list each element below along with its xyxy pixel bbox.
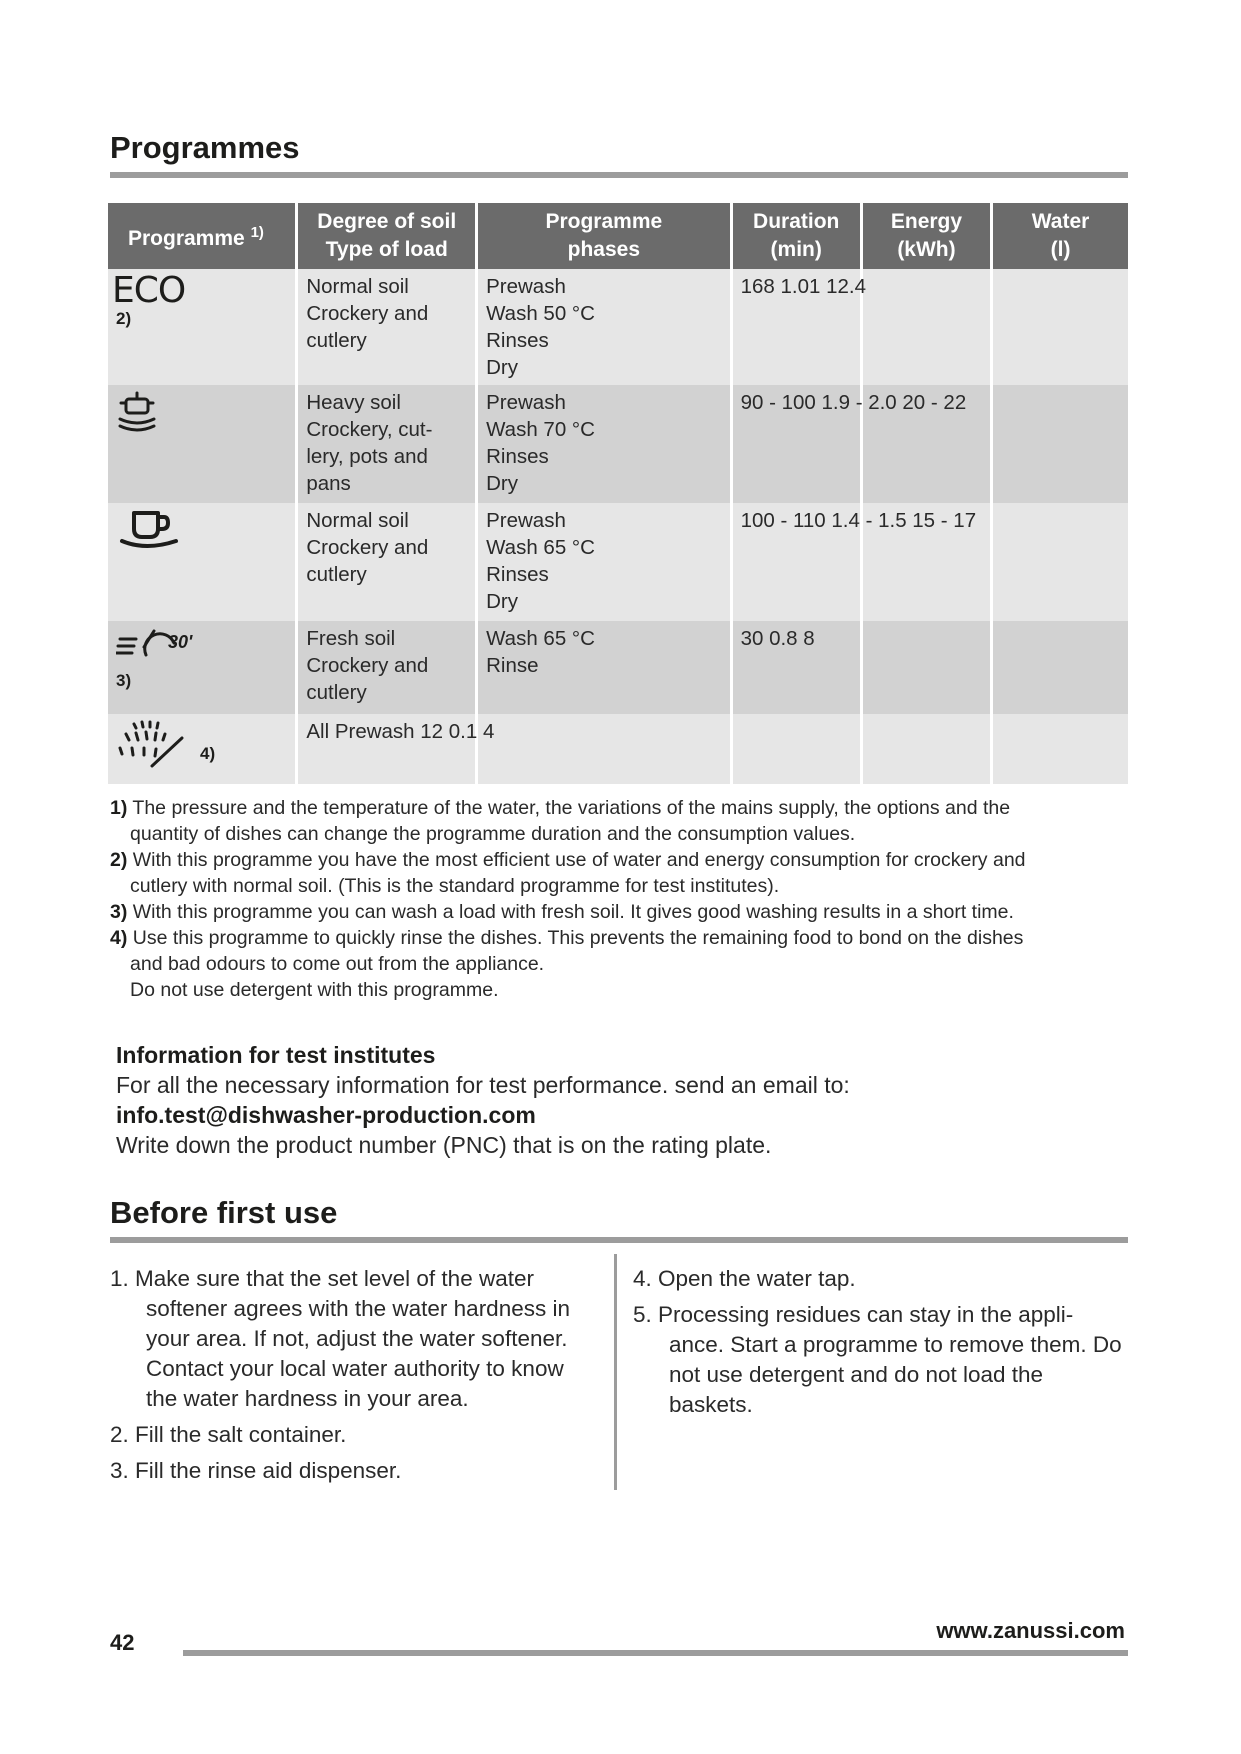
programme-cell — [108, 714, 297, 784]
normal-cup-icon — [116, 507, 182, 555]
soil-cell: Normal soil Crockery and cutlery — [297, 269, 477, 385]
quick-30-icon: 30' — [116, 625, 206, 665]
values-cell: 168 1.01 12.4 — [731, 269, 861, 385]
values-cell: 100 - 110 1.4 - 1.5 15 - 17 — [731, 503, 861, 621]
page-number: 42 — [110, 1630, 135, 1655]
header-water: Water (l) — [992, 203, 1128, 269]
title-rule — [110, 1237, 1128, 1243]
list-item: 5. Processing residues can stay in the appli-ance. Start a programme to remove them. Do not use detergent and do not load the baskets. — [633, 1302, 1122, 1417]
table-row — [108, 621, 1128, 714]
table-row — [108, 714, 1128, 784]
phases-cell: Prewash Wash 70 °C Rinses Dry — [477, 385, 731, 503]
footnote-ref: 2) — [116, 309, 132, 328]
eco-icon: ECO — [112, 270, 186, 311]
header-duration: Duration (min) — [731, 203, 861, 269]
list-item: 3. Fill the rinse aid dispenser. — [110, 1458, 402, 1483]
table-header-row — [108, 203, 1128, 269]
header-degree-of-soil: Degree of soil Type of load — [297, 203, 477, 269]
list-item: 2. Fill the salt container. — [110, 1422, 347, 1447]
soil-cell: Fresh soil Crockery and cutlery — [297, 621, 477, 714]
info-line: For all the necessary information for test performance. send an email to: — [116, 1072, 850, 1098]
footnotes — [110, 795, 1130, 1003]
prewash-spray-icon — [116, 718, 192, 772]
values-cell: 90 - 100 1.9 - 2.0 20 - 22 — [731, 385, 861, 503]
programmes-table — [108, 203, 1128, 784]
programme-cell — [108, 269, 297, 385]
soil-cell: Heavy soil Crockery, cut- lery, pots and pans — [297, 385, 477, 503]
footnote-ref: 4) — [200, 744, 216, 763]
header-programme: Programme $^{1)}$ — [108, 203, 297, 269]
intensive-pot-icon — [116, 389, 164, 437]
values-cell: 30 0.8 8 — [731, 621, 861, 714]
footnote-1: 1) The pressure and the temperature of the water, the variations of the mains supply, the options and the quantity of dishes can change the programme duration and the consumption values. — [110, 797, 1011, 845]
soil-cell: Normal soil Crockery and cutlery — [297, 503, 477, 621]
phases-cell: Prewash Wash 65 °C Rinses Dry — [477, 503, 731, 621]
footnote-ref: 3) — [116, 671, 132, 690]
table-row — [108, 385, 1128, 503]
footnote-2: 2) With this programme you have the most efficient use of water and energy consumption for crockery and cutlery with normal soil. (This is the standard programme for test institutes). — [110, 849, 1026, 897]
programme-cell — [108, 385, 297, 503]
steps-left-column — [110, 1264, 600, 1492]
info-heading: Information for test institutes — [116, 1042, 436, 1068]
info-email-link[interactable]: info.test@dishwasher-production.com — [116, 1102, 536, 1128]
programme-cell — [108, 503, 297, 621]
section-title-programmes: Programmes — [110, 130, 300, 165]
footnote-4: 4) Use this programme to quickly rinse the dishes. This prevents the remaining food to bond on the dishes and bad odours to come out from the appliance. Do not use detergent with this programme. — [110, 927, 1024, 1001]
footnote-3: 3) With this programme you can wash a load with fresh soil. It gives good washing results in a short time. — [110, 901, 1014, 923]
info-line: Write down the product number (PNC) that is on the rating plate. — [116, 1132, 772, 1158]
column-divider — [614, 1254, 617, 1490]
header-energy: Energy (kWh) — [861, 203, 991, 269]
title-rule — [110, 172, 1128, 178]
steps-right-column — [633, 1264, 1128, 1426]
phases-cell: Wash 65 °C Rinse — [477, 621, 731, 714]
table-row — [108, 503, 1128, 621]
programme-cell — [108, 621, 297, 714]
test-institutes-info — [116, 1040, 1116, 1160]
section-title-before-first-use: Before first use — [110, 1195, 338, 1230]
merged-cell: All Prewash 12 0.1 4 — [297, 714, 477, 784]
list-item: 1. Make sure that the set level of the water softener agrees with the water hardness in your area. If not, adjust the water softener. Contact your local water authority to know the water hardness in your area. — [110, 1266, 570, 1411]
website-link[interactable]: www.zanussi.com — [936, 1618, 1125, 1643]
phases-cell: Prewash Wash 50 °C Rinses Dry — [477, 269, 731, 385]
footer-rule — [183, 1650, 1128, 1656]
table-row — [108, 269, 1128, 385]
header-programme-phases: Programme phases — [477, 203, 731, 269]
list-item: 4. Open the water tap. — [633, 1266, 856, 1291]
